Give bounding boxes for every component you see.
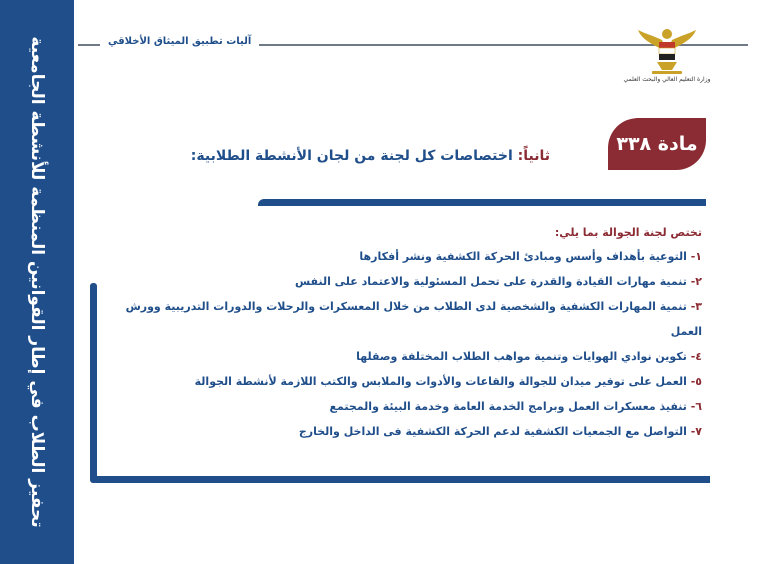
list-item <box>116 369 702 394</box>
list-item-number: ١- <box>690 250 702 263</box>
list-item <box>116 394 702 419</box>
list-item <box>116 269 702 294</box>
list-item-text: التواصل مع الجمعيات الكشفية لدعم الحركة الكشفية فى الداخل والخارج <box>298 425 687 438</box>
list-item-number: ٦- <box>690 400 702 413</box>
list-item-number: ٣- <box>690 300 702 313</box>
list-item-number: ٢- <box>690 275 702 288</box>
frame-left-border <box>90 283 97 483</box>
section-title <box>170 148 550 164</box>
article-label: مادة ٣٣٨ <box>616 133 698 155</box>
list-item-text: العمل على توفير ميدان للجوالة والقاعات والأدوات والملابس والكتب اللازمة لأنشطة الجوالة <box>194 375 687 388</box>
ministry-caption: وزارة التعليم العالي والبحث العلمي <box>623 76 711 83</box>
sidebar <box>0 0 74 564</box>
list-item <box>116 419 702 444</box>
list-item-number: ٥- <box>690 375 702 388</box>
content-list <box>116 222 702 444</box>
list-item <box>116 294 702 344</box>
list-item <box>116 244 702 269</box>
header-title: آليات تطبيق الميثاق الأخلاقي <box>100 36 259 47</box>
section-title-text: اختصاصات كل لجنة من لجان الأنشطة الطلابية: <box>190 148 513 164</box>
list-item-text: تكوين نوادي الهوايات وتنمية مواهب الطلاب المختلفة وصقلها <box>356 350 687 363</box>
list-item-text: تنفيذ معسكرات العمل وبرامج الخدمة العامة وخدمة البيئة والمجتمع <box>329 400 687 413</box>
frame-top-border <box>258 199 706 206</box>
list-item-text: التوعية بأهداف وأسس ومبادئ الحركة الكشفية ونشر أفكارها <box>359 250 687 263</box>
list-item-number: ٤- <box>690 350 702 363</box>
article-badge <box>608 118 706 170</box>
section-prefix: ثانياً: <box>517 148 550 164</box>
list-item <box>116 344 702 369</box>
list-item-text: تنمية مهارات القيادة والقدرة على تحمل المسئولية والاعتماد على النفس <box>294 275 687 288</box>
list-item-number: ٧- <box>690 425 702 438</box>
sidebar-title: تحفيز الطلاب في إطار القوانين المنظمة للأنشطة الجامعية <box>27 36 47 528</box>
frame-bottom-border <box>90 476 710 483</box>
list-item-text: تنمية المهارات الكشفية والشخصية لدى الطلاب من خلال المعسكرات والرحلات والدورات التدريبية وورش العمل <box>125 300 702 338</box>
list-intro: تختص لجنة الجوالة بما يلي: <box>554 226 702 239</box>
